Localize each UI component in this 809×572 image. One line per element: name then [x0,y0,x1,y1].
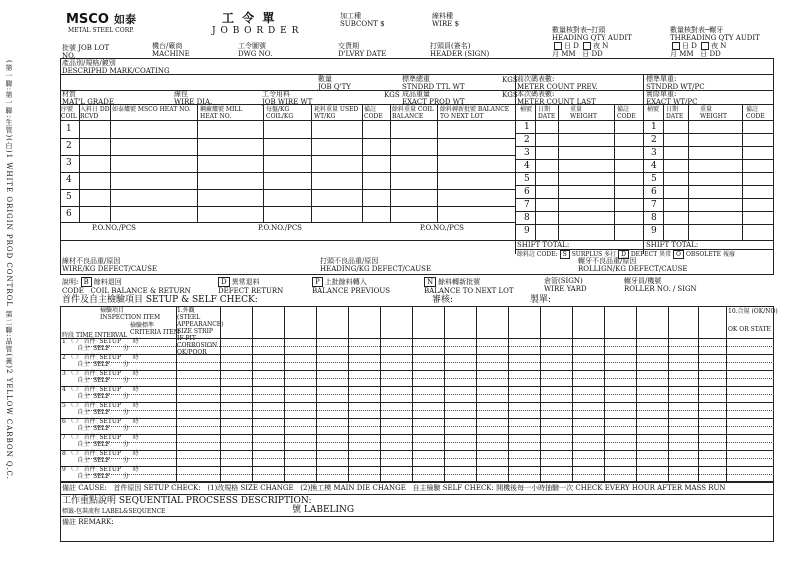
description-label: 產品別/規格/鍍別 DESCRIPHD MARK/COATING [62,59,170,75]
heading-qty-audit: 數量核對表─打頭 HEADING QTY AUDIT 日 D 夜 N 月 MM 日 DD [552,26,632,58]
right-row-6b: 6 [651,187,657,197]
maker-label: 製單: [530,295,552,305]
right-row-9b: 9 [651,226,657,236]
left-row-4: 4 [66,175,72,185]
wire-dia-label: 線徑 WIRE DIA. [174,90,213,106]
right-row-5b: 5 [651,174,657,184]
right-row-8a: 8 [524,213,530,223]
header-sign-label: 打頭員(簽名) HEADER (SIGN) [430,42,490,58]
label-sequence: 標籤-包裝流程 LABEL&SEQUENCE [62,508,166,515]
col-heat: 如泰爐號 MSCO HEAT NO. [112,106,191,113]
col-next-lot: 餘料轉新批號 BALANCE TO NEXT LOT [440,106,510,120]
dwg-label: 工令圖號 DWG NO. [238,42,273,58]
left-row-5: 5 [66,192,72,202]
setup-row-1: 1 〈 〉 首件 SETUP 時 自主 SELF 分 [62,338,139,352]
logo-brand: MSCO [66,12,109,27]
kgs-label-3: KGS [502,91,518,99]
left-row-2: 2 [66,141,72,151]
shift-total-2: SHIFT TOTAL: [646,241,699,249]
ok-state-header: OK OR STATE [728,326,771,333]
heading-defect: 打頭不良品重/原因 HEADING/KG DEFECT/CAUSE [320,257,432,273]
kgs-label-1: KGS [502,76,518,84]
shift-total-1: SHIFT TOTAL: [517,241,570,249]
form-title-cn: 工 令 單 [222,11,277,25]
pono-2: P.O.NO./PCS [258,224,302,232]
setup-row-6: 6 〈 〉 首件 SETUP 時 自主 SELF 分 [62,418,139,432]
job-lot-label: 批號 JOB LOT NO. [62,44,110,60]
col-box-r1: 桶號 [520,106,533,113]
wire-defect: 線材不良品重/原因 WIRE/KG DEFECT/CAUSE [62,257,158,273]
labeling-label: 號 LABELING [292,505,355,515]
right-col-header: 10.合規 (OK/NO) [728,308,778,315]
col-mill: 鋼廠爐號 MILL HEAT NO. [200,106,243,120]
std-wtpc-label: 標準單重: STNDRD WT/PC [646,75,705,91]
time-interval-header: 時段 TIME INTERVAL [62,332,128,339]
right-row-6a: 6 [524,187,530,197]
company-logo [66,8,136,34]
form-title-en: J O B O R D E R [212,26,300,36]
right-row-3a: 3 [524,148,530,158]
right-row-7b: 7 [651,200,657,210]
setup-row-4: 4 〈 〉 首件 SETUP 時 自主 SELF 分 [62,386,139,400]
col-dd: 入料日 DD RCVD [80,106,110,120]
exact-prod-label: 成品重量 EXACT PROD WT [402,90,465,106]
meter-prev-label: 前次碼表數: METER COUNT PREV. [517,75,598,91]
right-row-9a: 9 [524,226,530,236]
col-date-r2: 日期 DATE [666,106,684,120]
setup-row-2: 2 〈 〉 首件 SETUP 時 自主 SELF 分 [62,354,139,368]
setup-title: 首件及自主檢驗項目 SETUP & SELF CHECK: [62,295,258,305]
col-used: 耗料重量 USED WT/KG [314,106,359,120]
side-copy-label: (第一聯:第一聯:生管)(白)1 WHITE ORIGIN PROD CONTROL 第二聯:品管(黃)2 YELLOW CARBON Q.C. [5,60,13,480]
pono-3: P.O.NO./PCS [420,224,464,232]
right-row-1a: 1 [524,122,530,132]
review-label: 審核: [432,295,454,305]
col-code: 備註 CODE [364,106,383,120]
footer-cause-line: 備註 CAUSE: 首件原因 SETUP CHECK: (1)改規格 SIZE CHANGE (2)換工模 MAIN DIE CHANGE 自主檢驗 SELF CHECK: 開機後每一小時抽驗一次 CHECK EVERY HOUR AFTER MASS RUN [62,484,726,492]
right-row-8b: 8 [651,213,657,223]
pono-1: P.O.NO./PCS [92,224,136,232]
std-weight-label: 標準總重 STNDRD TTL WT [402,75,465,91]
roller-sign: 輾牙員/機號 ROLLER NO. / SIGN [624,277,697,293]
right-row-2a: 2 [524,135,530,145]
remnant-codes: 餘料註 CODE: S SURPLUS 多打 D DEFECT 異常 O OBSOLETE 報廢 [517,251,735,258]
wire-yard: 倉管(SIGN) WIRE YARD [544,277,587,293]
col-weight-r2: 重量 WEIGHT [700,106,727,120]
right-row-5a: 5 [524,174,530,184]
setup-row-5: 5 〈 〉 首件 SETUP 時 自主 SELF 分 [62,402,139,416]
threading-qty-audit: 數量核對表─輾牙 THREADING QTY AUDIT 日 D 夜 N 月 MM 日 DD [670,26,760,58]
footer-frame [60,482,774,542]
col-coil: 序號 COIL [61,106,77,120]
setup-row-8: 8 〈 〉 首件 SETUP 時 自主 SELF 分 [62,450,139,464]
remark-label: 備註 REMARK: [62,518,114,526]
code-n: N 餘料轉新批號 BALANCE TO NEXT LOT [424,278,514,295]
col-coilkg: 每盤/KG COIL/KG [266,106,294,120]
insp-item-header: 檢驗項目 INSPECTION ITEM [100,307,161,321]
process-label: 加工種 SUBCONT $ [340,12,385,28]
left-row-6: 6 [66,209,72,219]
right-row-4a: 4 [524,161,530,171]
right-row-4b: 4 [651,161,657,171]
left-row-3: 3 [66,158,72,168]
right-row-3b: 3 [651,148,657,158]
col-weight-r1: 重量 WEIGHT [570,106,597,120]
setup-row-7: 7 〈 〉 首件 SETUP 時 自主 SELF 分 [62,434,139,448]
logo-cn: 如泰 [114,13,136,26]
col-date-r1: 日期 DATE [538,106,556,120]
left-row-1: 1 [66,124,72,134]
col-code-r1: 備註 CODE [617,106,636,120]
job-wire-label: 工令用料 JOB WIRE WT [262,90,313,106]
right-row-7a: 7 [524,200,530,210]
right-row-1b: 1 [651,122,657,132]
sc-col-header: 1.外觀 (STEEL APPEARANCE) SIZE STRIP IF PIT CORROSION OK/POOR [177,307,224,356]
logo-sub: METAL STEEL CORP. [68,27,134,34]
delivery-label: 交貨期 D'LVRY DATE [338,42,387,58]
code-legend: 說明: B 餘料退回 CODE COIL BALANCE & RETURN [62,278,191,295]
code-d: D 異常退料 DEFECT RETURN [218,278,284,295]
criteria-header: 檢驗標準 CRITERIA ITEM [130,322,180,336]
wire-label: 線料種 WIRE $ [432,12,460,28]
kgs-label-2: KGS [384,91,400,99]
code-p: P 上批餘料轉入 BALANCE PREVIOUS [312,278,391,295]
col-code-r2: 備註 CODE [746,106,765,120]
col-balance: 餘料重量 COIL BALANCE [392,106,434,120]
setup-row-3: 3 〈 〉 首件 SETUP 時 自主 SELF 分 [62,370,139,384]
setup-row-9: 9 〈 〉 首件 SETUP 時 自主 SELF 分 [62,466,139,480]
qty-label: 數量 JOB Q'TY [318,75,351,91]
meter-last-label: 本次碼表數: METER COUNT LAST [517,90,596,106]
rolling-defect: 輾牙不良品重/原因 ROLLIGN/KG DEFECT/CAUSE [578,257,688,273]
grade-label: 材質 MAT'L GRADE [62,90,114,106]
right-row-2b: 2 [651,135,657,145]
sequence-desc: 工作重點說明 SEQUENTIAL PROCSESS DESCRIPTION: [62,496,312,506]
exact-wtpc-label: 實際單重: EXACT WT/PC [646,90,698,106]
col-box-r2: 桶號 [647,106,660,113]
machine-label: 機台/廠商 MACHINE [152,42,190,58]
